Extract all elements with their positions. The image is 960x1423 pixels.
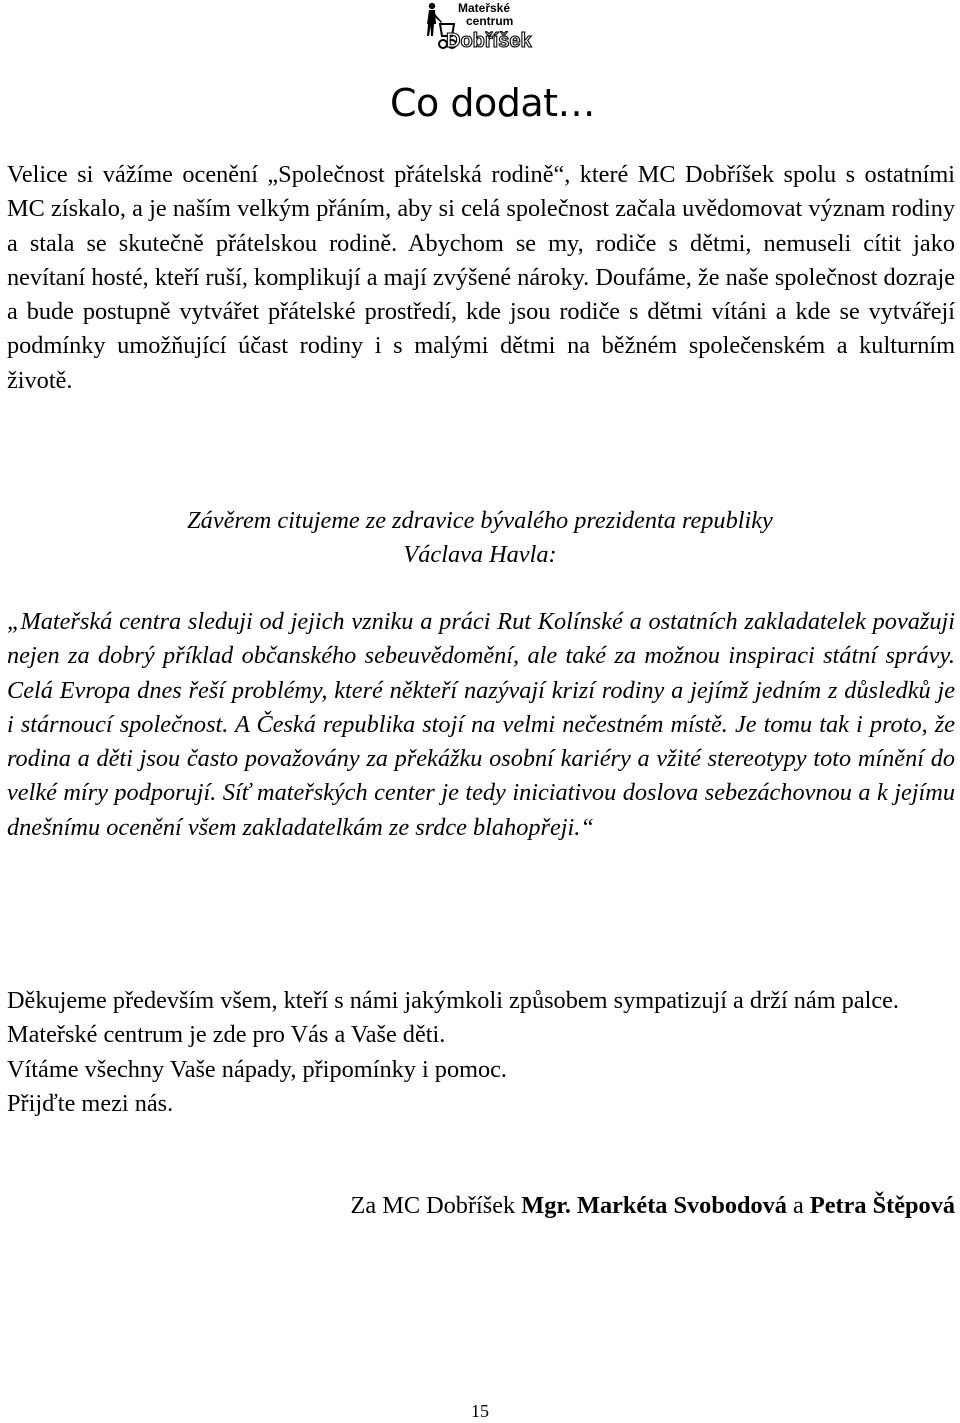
thanks-line-2: Mateřské centrum je zde pro Vás a Vaše děti. (7, 1021, 446, 1049)
logo-line-3: Dobříšek (446, 30, 532, 52)
signature-name-1: Mgr. Markéta Svobodová (521, 1192, 787, 1219)
mc-dobrisek-logo (418, 0, 540, 52)
page-number: 15 (471, 1401, 489, 1421)
thanks-line-4: Přijďte mezi nás. (7, 1089, 174, 1117)
quote-intro-line-1: Závěrem citujeme ze zdravice bývalého prezidenta republiky (187, 507, 773, 534)
logo-line-1: Mateřské (458, 1, 511, 15)
intro-paragraph: Velice si vážíme ocenění „Společnost přátelská rodině“, které MC Dobříšek spolu s ostatními MC získalo, a je naším velkým přáním, aby si celá společnost začala uvědomovat význam rodiny a stala se skutečně přátelskou rodině. Abychom se my, rodiče s dětmi, nemuseli cítit jako nevítaní hosté, kteří ruší, komplikují a mají zvýšené nároky. Doufáme, že naše společnost dozraje a bude postupně vytvářet přátelské prostředí, kde jsou rodiče s dětmi vítáni a kde se vytvářejí podmínky umožňující účast rodiny i s malými dětmi na běžném společenském a kulturním životě. (7, 161, 955, 394)
signature (210, 1189, 955, 1223)
page-title: Co dodat… (390, 81, 596, 125)
quote-intro (0, 504, 960, 572)
signature-prefix: Za MC Dobříšek (350, 1192, 516, 1219)
thanks-line-1: Děkujeme především všem, kteří s námi jakýmkoli způsobem sympatizují a drží nám palce. (7, 987, 899, 1014)
havel-quote: „Mateřská centra sleduji od jejich vzniku a práci Rut Kolínské a ostatních zakladatelek považuji nejen za dobrý příklad občanského sebeuvědomění, ale také za možnou inspiraci státní správy. Celá Evropa dnes řeší problémy, které někteří nazývají krizí rodiny a jejímž jedním z důsledků je i stárnoucí společnost. A Česká republika stojí na velmi nečestném místě. Je tomu tak i proto, že rodina a děti jsou často považovány za překážku osobní kariéry a vžité stereotypy toto mínění do velké míry podporují. Síť mateřských center je tedy iniciativou doslova sebezáchovnou a k jejímu dnešnímu ocenění všem zakladatelkám ze srdce blahopřeji.“ (7, 608, 955, 841)
thanks-section (7, 984, 955, 1121)
signature-name-2: Petra Štěpová (809, 1192, 955, 1219)
signature-conjunction: a (793, 1192, 804, 1219)
thanks-line-3: Vítáme všechny Vaše nápady, připomínky i pomoc. (7, 1055, 508, 1083)
quote-intro-line-2: Václava Havla: (403, 541, 557, 568)
logo-line-2: centrum (466, 14, 514, 28)
